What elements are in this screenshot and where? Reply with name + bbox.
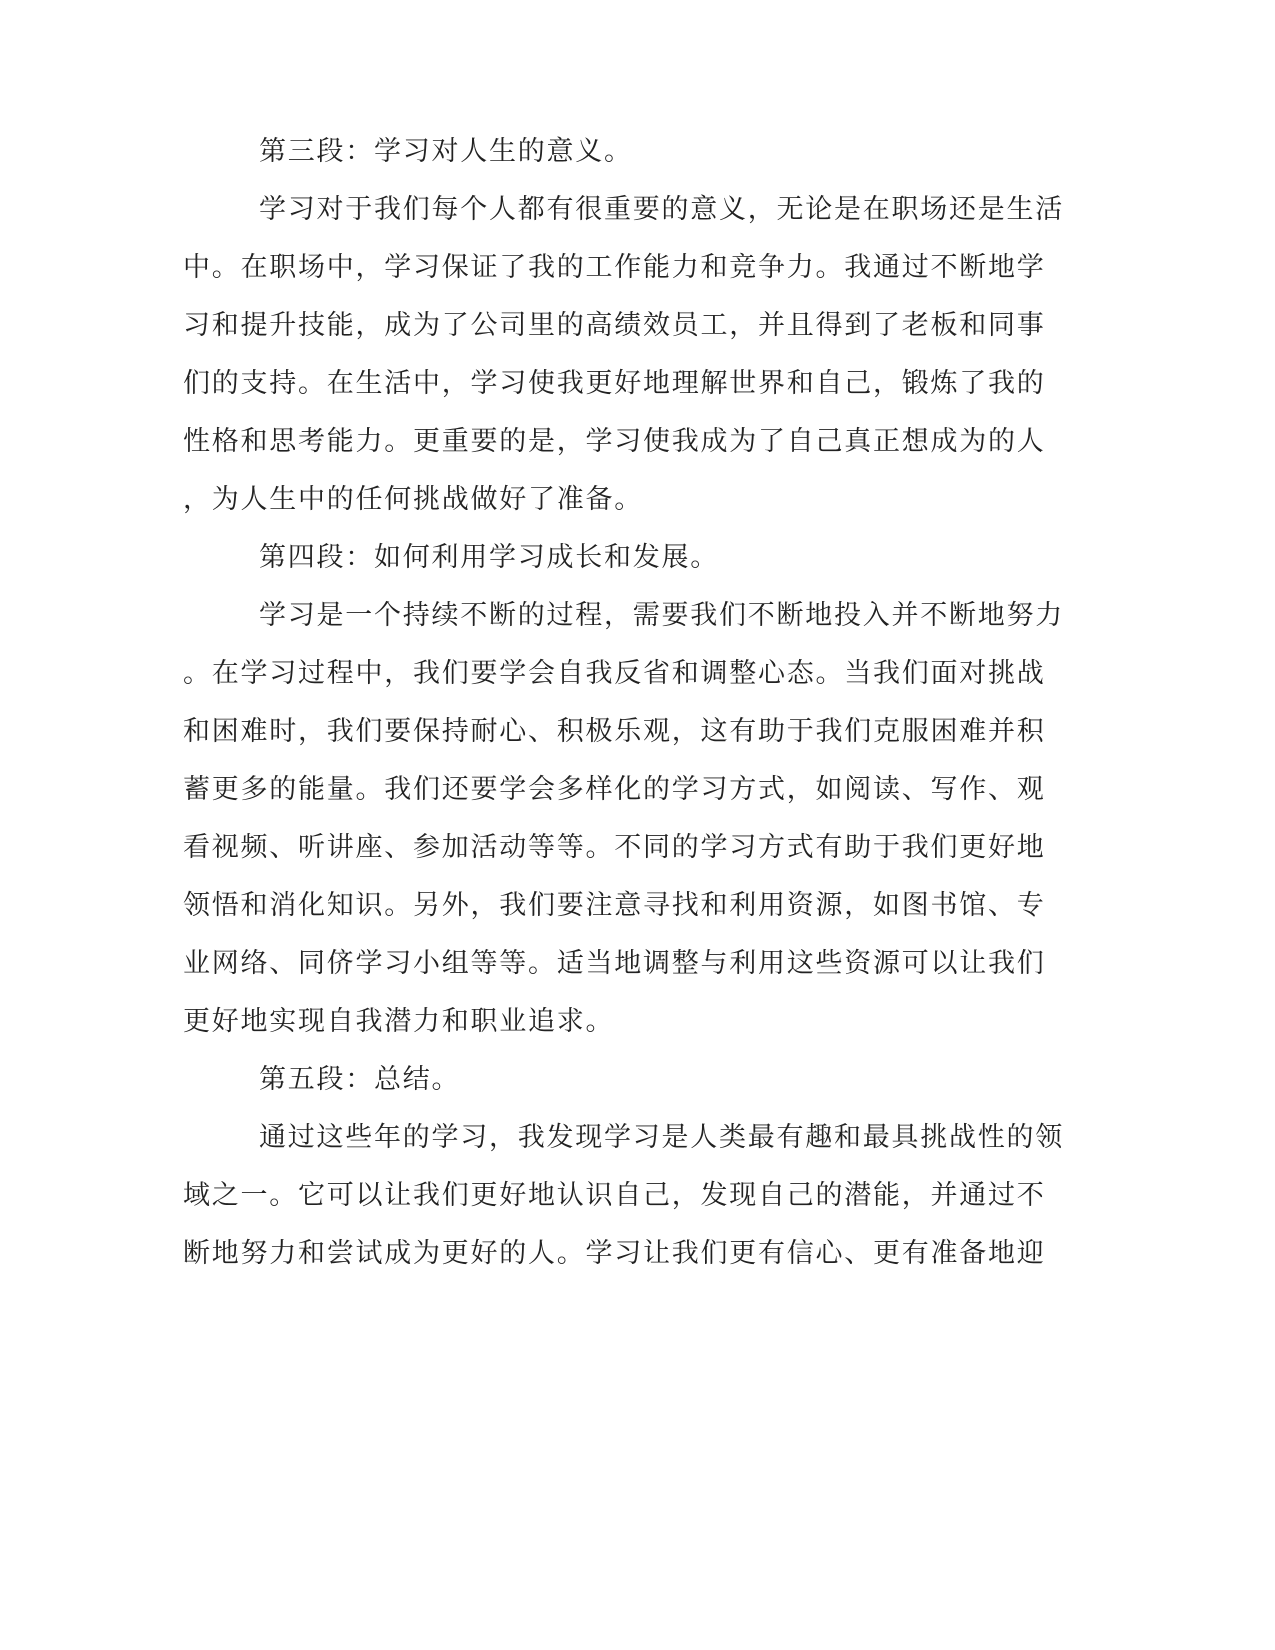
paragraph-line: 蓄更多的能量。我们还要学会多样化的学习方式，如阅读、写作、观 bbox=[183, 774, 1046, 805]
paragraph-line: 通过这些年的学习，我发现学习是人类最有趣和最具挑战性的领 bbox=[259, 1122, 1064, 1153]
paragraph-line: 学习对于我们每个人都有很重要的意义，无论是在职场还是生活 bbox=[259, 194, 1064, 225]
paragraph-line: 域之一。它可以让我们更好地认识自己，发现自己的潜能，并通过不 bbox=[183, 1180, 1046, 1211]
section-heading-5: 第五段：总结。 bbox=[259, 1064, 461, 1095]
paragraph-line: 断地努力和尝试成为更好的人。学习让我们更有信心、更有准备地迎 bbox=[183, 1238, 1046, 1269]
paragraph-line: 们的支持。在生活中，学习使我更好地理解世界和自己，锻炼了我的 bbox=[183, 368, 1046, 399]
paragraph-line: 更好地实现自我潜力和职业追求。 bbox=[183, 1006, 615, 1037]
section-heading-4: 第四段：如何利用学习成长和发展。 bbox=[259, 542, 719, 573]
paragraph-line: 。在学习过程中，我们要学会自我反省和调整心态。当我们面对挑战 bbox=[183, 658, 1046, 689]
paragraph-line: 业网络、同侪学习小组等等。适当地调整与利用这些资源可以让我们 bbox=[183, 948, 1046, 979]
paragraph-line: 看视频、听讲座、参加活动等等。不同的学习方式有助于我们更好地 bbox=[183, 832, 1046, 863]
section-heading-3: 第三段：学习对人生的意义。 bbox=[259, 136, 633, 167]
paragraph-line: 中。在职场中，学习保证了我的工作能力和竞争力。我通过不断地学 bbox=[183, 252, 1046, 283]
paragraph-line: 学习是一个持续不断的过程，需要我们不断地投入并不断地努力 bbox=[259, 600, 1064, 631]
paragraph-line: ，为人生中的任何挑战做好了准备。 bbox=[183, 484, 643, 515]
paragraph-line: 性格和思考能力。更重要的是，学习使我成为了自己真正想成为的人 bbox=[183, 426, 1046, 457]
paragraph-line: 习和提升技能，成为了公司里的高绩效员工，并且得到了老板和同事 bbox=[183, 310, 1046, 341]
paragraph-line: 和困难时，我们要保持耐心、积极乐观，这有助于我们克服困难并积 bbox=[183, 716, 1046, 747]
paragraph-line: 领悟和消化知识。另外，我们要注意寻找和利用资源，如图书馆、专 bbox=[183, 890, 1046, 921]
